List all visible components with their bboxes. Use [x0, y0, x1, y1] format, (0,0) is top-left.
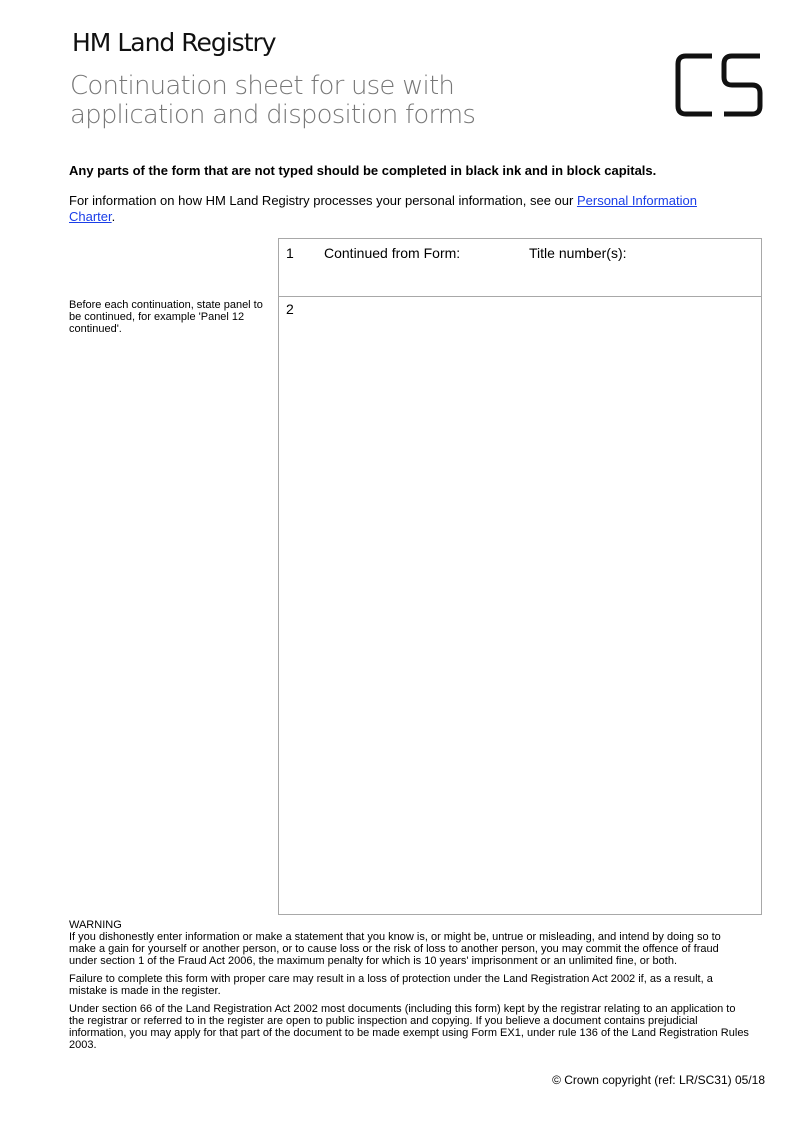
privacy-text: For information on how HM Land Registry processes your personal information, see our [69, 193, 577, 208]
title-numbers-label: Title number(s): [529, 245, 627, 261]
form-title: Continuation sheet for use with application and disposition forms [70, 71, 476, 130]
continuation-text-area[interactable] [309, 297, 761, 914]
brand-name: HM Land Registry [72, 28, 276, 57]
completion-instruction: Any parts of the form that are not typed should be completed in black ink and in block capitals. [69, 163, 657, 178]
warning-heading: WARNING [69, 919, 122, 931]
warning-paragraph: Failure to complete this form with proper care may result in a loss of protection under the Land Registration Act 2002 if, as a result, a mistake is made in the register. [69, 973, 713, 997]
panel-2-number: 2 [286, 301, 294, 317]
copyright-notice: © Crown copyright (ref: LR/SC31) 05/18 [552, 1073, 765, 1087]
warning-paragraph: If you dishonestly enter information or make a statement that you know is, or might be, untrue or misleading, and intend by doing so to make a gain for yourself or another person, or to cause loss or the risk of loss to another person, you may commit the offence of fraud under section 1 of the Fraud Act 2006, the maximum penalty for which is 10 years' imprisonment or an unlimited fine, or both. [69, 931, 721, 967]
continued-from-form-label: Continued from Form: [324, 245, 461, 261]
panel-2-side-note: Before each continuation, state panel to be continued, for example 'Panel 12 continued'. [69, 299, 263, 335]
form-panels [278, 238, 762, 915]
privacy-notice [69, 193, 739, 225]
warning-section [69, 919, 749, 1057]
panel-1[interactable] [279, 239, 761, 297]
privacy-suffix: . [111, 209, 116, 224]
panel-1-number: 1 [286, 245, 294, 261]
cs-logo [674, 50, 766, 120]
warning-paragraph: Under section 66 of the Land Registration Act 2002 most documents (including this form) kept by the registrar relating to an application to the registrar or referred to in the register are open to public inspection and copying. If you believe a document contains prejudicial information, you may apply for that part of the document to be made exempt using Form EX1, under rule 136 of the Land Registration Rules 2003. [69, 1003, 749, 1051]
personal-information-charter-link[interactable]: Personal Information Charter [69, 193, 697, 224]
